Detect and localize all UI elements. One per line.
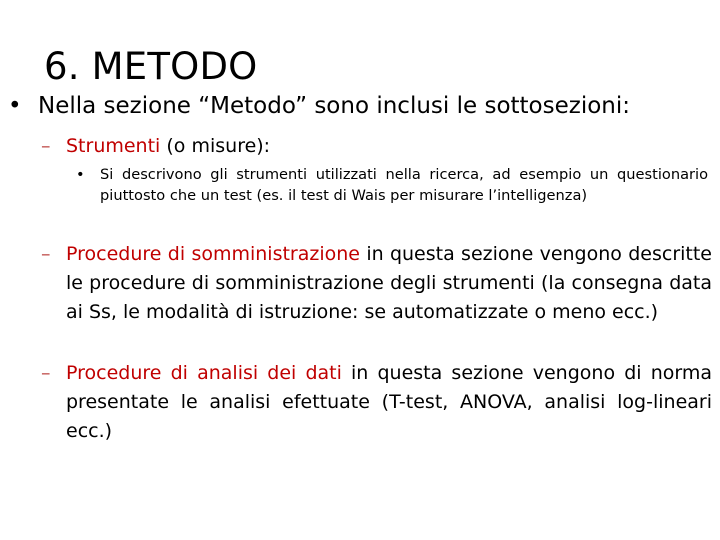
strumenti-detail-text: Si descrivono gli strumenti utilizzati nella ricerca, ad esempio un questionario piuttosto che un test (es. il test di Wais per misurare l’intelligenza) [100, 166, 708, 204]
subsection-term: Strumenti [66, 135, 161, 157]
subsection-rest: (o misure): [160, 135, 271, 157]
subsection-rest: in questa sezione vengono di norma presentate le analisi efettuate (T-test, ANOVA, analisi log-lineari ecc.) [66, 362, 712, 442]
bullet-dot-icon: • [76, 166, 85, 183]
slide-title: 6. METODO [44, 45, 258, 88]
bullet-dot-icon: • [8, 93, 22, 119]
dash-bullet-icon: – [41, 135, 51, 157]
dash-bullet-icon: – [41, 362, 51, 384]
subsection-text [66, 359, 712, 446]
strumenti-detail [76, 164, 708, 206]
dash-bullet-icon: – [41, 243, 51, 265]
intro-text: Nella sezione “Metodo” sono inclusi le sottosezioni: [38, 93, 631, 119]
subsection-text [66, 240, 712, 327]
subsection-term: Procedure di analisi dei dati [66, 362, 342, 384]
subsection-rest: in questa sezione vengono descritte le procedure di somministrazione degli strumenti (la consegna data ai Ss, le modalità di istruzione: se automatizzate o meno ecc.) [66, 243, 712, 323]
subsection-text [66, 132, 270, 161]
subsection-term: Procedure di somministrazione [66, 243, 360, 265]
